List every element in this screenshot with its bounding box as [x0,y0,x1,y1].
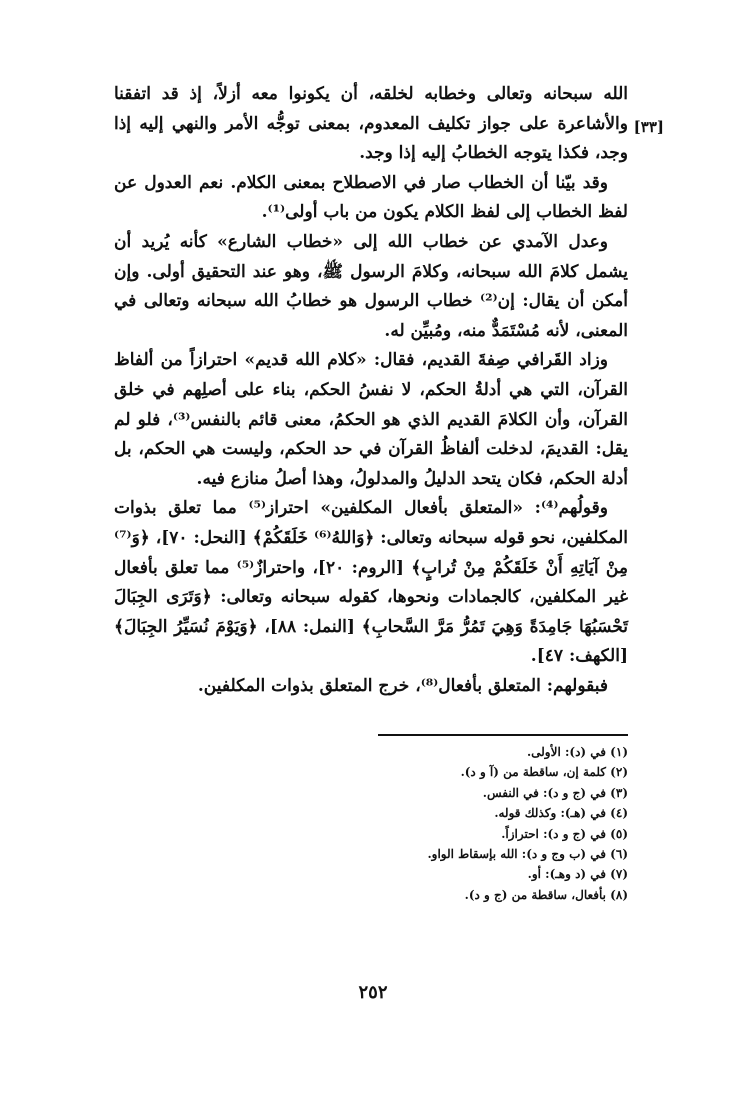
paragraph: وزاد القَرافي صِفةَ القديم، فقال: «كلام الله قديم» احترازاً من ألفاظ القرآن، التي هي أدلةُ الحكم، لا نفسُ الحكم، بناء على أصلِهم في خلق القرآن، وأن الكلامَ القديم الذي هو الحكمُ، معنى قائم بالنفس⁽³⁾، فلو لم يقل: القديمَ، لدخلت ألفاظُ القرآن في حد الحكم، وليست هي الحكم، بل أدلة الحكم، فكان يتحد الدليلُ والمدلولُ، وهذا أصلُ منازع فيه. [114,350,629,489]
main-text [114,80,628,701]
paragraph: وعدل الآمدي عن خطاب الله إلى «خطاب الشارع» كأنه يُريد أن يشمل كلامَ الله سبحانه، وكلامَ الرسول ﷺ، وهو عند التحقيق أولى. وإن أمكن أن يقال: إن⁽²⁾ خطاب الرسول هو خطابُ الله سبحانه وتعالى في المعنى، لأنه مُسْتَمَدٌّ منه، ومُبيِّن له. [114,231,628,341]
footnote: (٥) في (ج و د): احترازاً. [501,826,628,841]
footnote-divider [378,734,628,736]
footnote: (٨) بأفعال، ساقطة من (ج و د). [464,887,628,902]
footnote: (٤) في (هـ): وكذلك قوله. [494,806,628,821]
footnote: (٧) في (د وهـ): أو. [527,867,628,882]
footnote: (١) في (د): الأولى. [526,745,628,759]
footnote: (٦) في (ب وج و د): الله بإسقاط الواو. [427,847,628,862]
margin-marker: [٣٣] [633,118,664,136]
paragraph: وقد بيّنا أن الخطاب صار في الاصطلاح بمعنى الكلام. نعم العدول عن لفظ الخطاب إلى لفظ الكلام يكون من باب أولى⁽¹⁾. [114,172,628,223]
footnotes [114,742,628,905]
paragraph: فبقولهم: المتعلق بأفعال⁽⁸⁾، خرج المتعلق بذوات المكلفين. [197,675,608,696]
footnote: (٢) كلمة إن، ساقطة من (آ و د). [460,765,628,780]
page-number: ٢٥٢ [358,982,388,1003]
paragraph: وقولُهم⁽⁴⁾: «المتعلق بأفعال المكلفين» احتراز⁽⁵⁾ مما تعلق بذوات المكلفين، نحو قوله سبحانه وتعالى: ﴿وَاللهُ⁽⁶⁾ خَلَقَكُمْ﴾ [النحل: ٧٠]، ﴿وَ⁽⁷⁾ مِنْ آيَاتِهِ أَنْ خَلَقَكُمْ مِنْ تُرابٍ﴾ [الروم: ٢٠]، واحترازٌ⁽⁵⁾ مما تعلق بأفعال غير المكلفين، كالجمادات ونحوها، كقوله سبحانه وتعالى: ﴿وَتَرَى الجِبَالَ تَحْسَبُهَا جَامِدَةً وَهِيَ تَمُرُّ مَرَّ السَّحابِ﴾ [النمل: ٨٨]، ﴿وَيَوْمَ نُسَيِّرُ الجِبَالَ﴾ [الكهف: ٤٧]. [114,498,629,667]
footnote: (٣) في (ج و د): في النفس. [482,785,628,800]
paragraph: الله سبحانه وتعالى وخطابه لخلقه، أن يكونوا معه أزلاً، إذ قد اتفقنا والأشاعرة على جواز تكليف المعدوم، بمعنى توجُّه الأمر والنهي إليه إذا وجد، فكذا يتوجه الخطابُ إليه إذا وجد. [114,84,628,164]
